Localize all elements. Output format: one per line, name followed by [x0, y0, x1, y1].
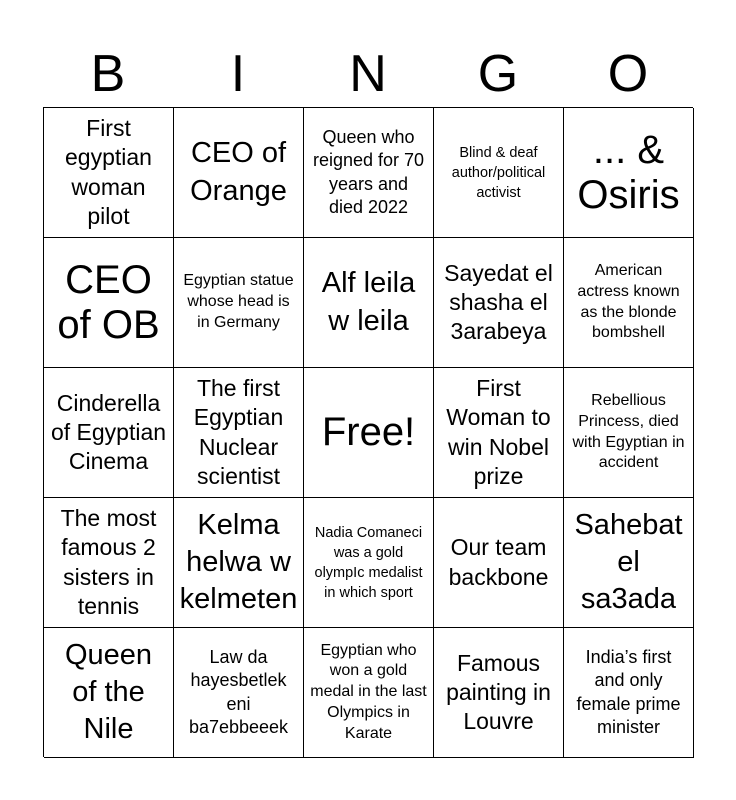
bingo-cell[interactable]: [174, 498, 304, 628]
cell-text: Alf leila w leila: [321, 267, 416, 337]
bingo-cell[interactable]: [304, 628, 434, 758]
bingo-cell[interactable]: [564, 368, 694, 498]
cell-text: CEO of OB: [57, 257, 160, 347]
bingo-cell[interactable]: [434, 238, 564, 368]
bingo-cell[interactable]: [44, 238, 174, 368]
cell-text: Egyptian who won a gold medal in the last Olympics in Karate: [310, 641, 427, 742]
bingo-header: [43, 40, 693, 108]
cell-text: Our team backbone: [448, 534, 549, 590]
bingo-cell[interactable]: [44, 108, 174, 238]
cell-text: American actress known as the blonde bombshell: [577, 261, 680, 342]
cell-text: Queen of the Nile: [64, 638, 153, 746]
cell-text: The first Egyptian Nuclear scientist: [193, 375, 284, 489]
cell-text: First egyptian woman pilot: [65, 115, 152, 229]
bingo-cell[interactable]: [304, 108, 434, 238]
bingo-cell[interactable]: [434, 108, 564, 238]
cell-text: Law da hayesbetlek eni ba7ebbeeek: [188, 647, 289, 737]
cell-text: First Woman to win Nobel prize: [446, 375, 551, 489]
cell-text: Cinderella of Egyptian Cinema: [50, 389, 167, 475]
bingo-cell[interactable]: [174, 108, 304, 238]
bingo-cell[interactable]: [564, 628, 694, 758]
bingo-cell[interactable]: [434, 368, 564, 498]
cell-text: India’s first and only female prime minister: [576, 647, 681, 737]
header-letter-o: O: [607, 45, 649, 103]
bingo-cell[interactable]: [434, 628, 564, 758]
cell-text: The most famous 2 sisters in tennis: [60, 505, 157, 619]
bingo-board: [43, 107, 693, 757]
header-letter-n: N: [349, 45, 387, 103]
bingo-cell[interactable]: [44, 628, 174, 758]
header-letter-g: G: [477, 45, 519, 103]
bingo-cell[interactable]: [564, 108, 694, 238]
cell-text: Queen who reigned for 70 years and died 2022: [312, 127, 425, 217]
cell-text: Famous painting in Louvre: [446, 649, 551, 735]
bingo-cell[interactable]: [44, 498, 174, 628]
bingo-cell[interactable]: [174, 368, 304, 498]
cell-text: Sahebat el sa3ada: [574, 508, 683, 616]
cell-text: Sayedat el shasha el 3arabeya: [444, 259, 553, 345]
bingo-cell[interactable]: [304, 238, 434, 368]
cell-text: Rebellious Princess, died with Egyptian in accident: [572, 391, 685, 472]
cell-text: Nadia Comaneci was a gold olympIc medalist in which sport: [314, 524, 423, 601]
bingo-cell[interactable]: [174, 238, 304, 368]
cell-text: Blind & deaf author/political activist: [451, 144, 546, 201]
bingo-cell[interactable]: [44, 368, 174, 498]
bingo-cell[interactable]: [564, 238, 694, 368]
bingo-cell[interactable]: [174, 628, 304, 758]
header-letter-b: B: [90, 45, 126, 103]
free-cell[interactable]: [304, 368, 434, 498]
cell-text: Egyptian statue whose head is in Germany: [183, 272, 294, 331]
header-letter-i: I: [230, 45, 246, 103]
cell-text: CEO of Orange: [190, 137, 287, 207]
cell-text: ... & Osiris: [577, 127, 680, 217]
cell-text: Free!: [321, 410, 416, 455]
bingo-cell[interactable]: [564, 498, 694, 628]
bingo-cell[interactable]: [304, 498, 434, 628]
cell-text: Kelma helwa w kelmeten: [179, 508, 298, 616]
bingo-cell[interactable]: [434, 498, 564, 628]
